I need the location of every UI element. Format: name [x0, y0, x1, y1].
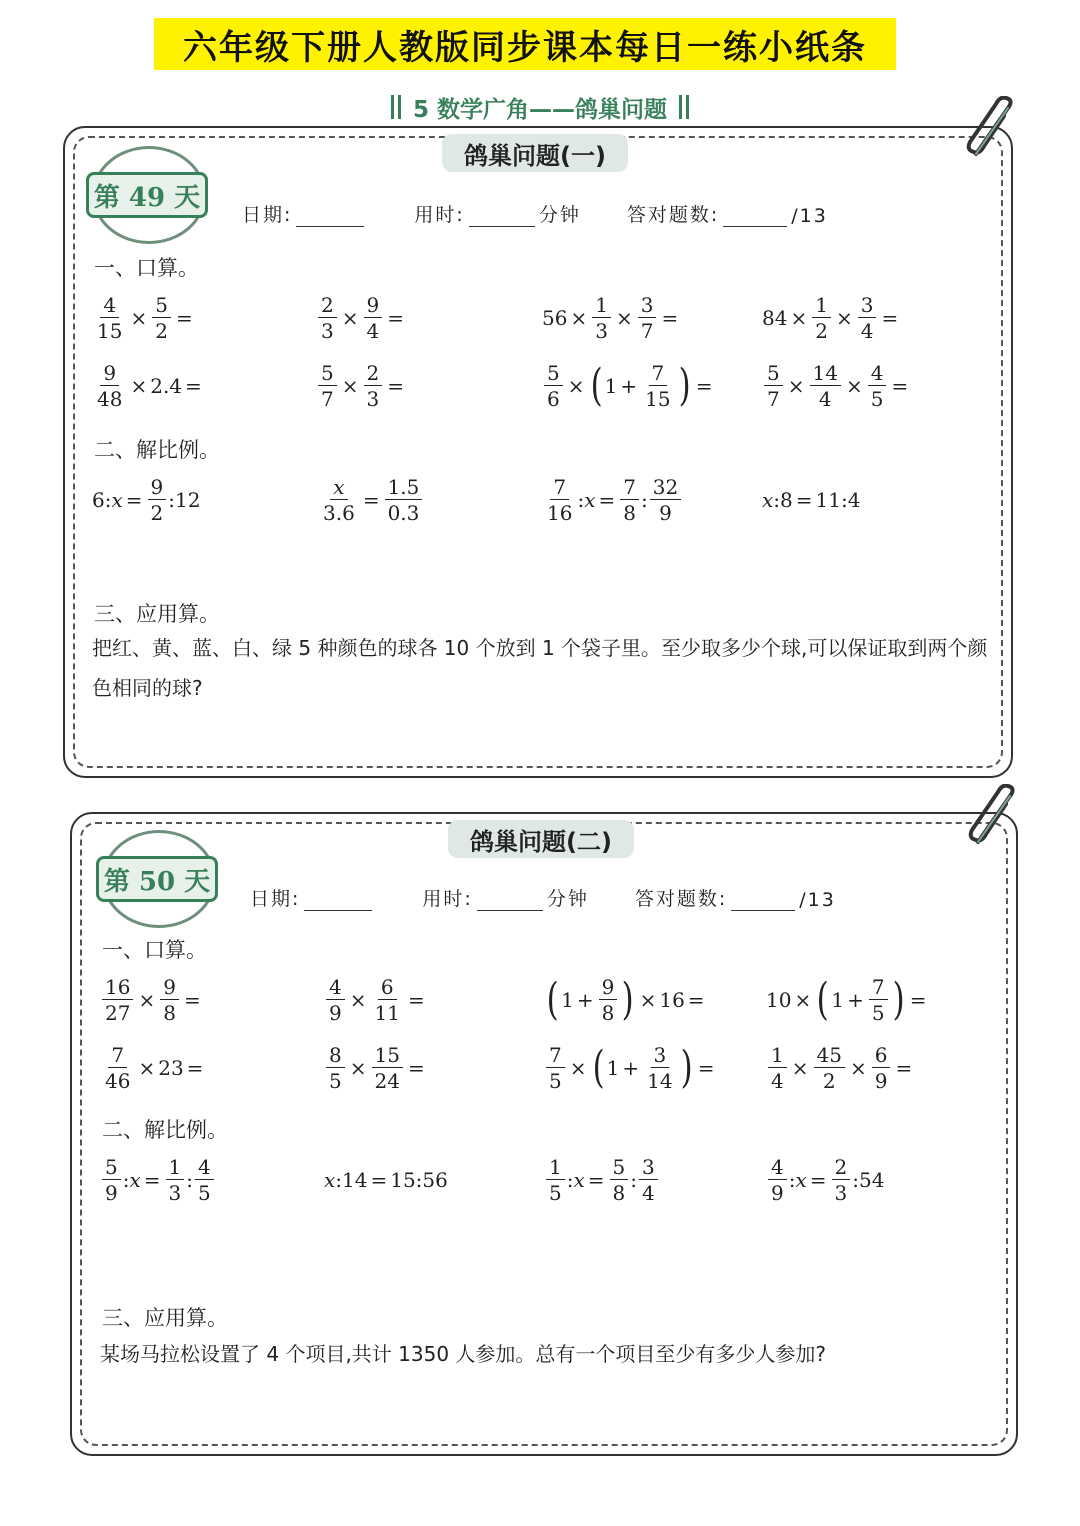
- fraction: $\frac{2}{3}$: [364, 363, 383, 409]
- math-expression: ( 1 + $\frac{9}{8}$ ) × 16 =: [546, 974, 705, 1025]
- fraction: $\frac{1}{2}$: [812, 295, 831, 341]
- fraction: $\frac{7}{46}$: [105, 1043, 131, 1093]
- fraction: $\frac{3}{7}$: [638, 295, 657, 341]
- date-field[interactable]: [250, 884, 376, 911]
- section-heading-mental: 一、口算。: [94, 256, 199, 280]
- fraction: $\frac{8}{5}$: [326, 1045, 345, 1091]
- fraction: $\frac{5}{8}$: [610, 1157, 629, 1203]
- math-expression: $\frac{1}{4}$ × $\frac{45}{2}$ × $\frac{6}{9}$ =: [766, 1038, 915, 1098]
- time-label: 用时:: [414, 204, 465, 226]
- time-unit: 分钟: [546, 888, 589, 910]
- score-total: /13: [791, 205, 828, 227]
- date-blank[interactable]: [296, 204, 364, 227]
- math-expression: $\frac{1}{5}$ : x = $\frac{5}{8}$ : $\frac{3}{4}$: [544, 1150, 660, 1210]
- fraction: $\frac{7}{5}$: [546, 1045, 565, 1091]
- math-expression: $\frac{4}{9}$ : x = $\frac{2}{3}$ : 54: [766, 1150, 884, 1210]
- fraction: $\frac{1.5}{0.3}$: [385, 477, 423, 523]
- fraction: $\frac{7}{15}$: [645, 361, 671, 411]
- fraction: $\frac{1}{4}$: [768, 1045, 787, 1091]
- fraction: $\frac{1}{3}$: [166, 1157, 185, 1203]
- score-label: 答对题数:: [634, 888, 728, 910]
- info-row: [242, 200, 874, 227]
- date-field[interactable]: [242, 200, 368, 227]
- math-expression: x :14 = 15:56: [324, 1168, 448, 1192]
- math-expression: $\frac{9}{48}$ × 2.4 =: [92, 356, 205, 416]
- fraction: $\frac{4}{9}$: [326, 977, 345, 1023]
- fraction: $\frac{9}{2}$: [148, 477, 167, 523]
- fraction: $\frac{4}{15}$: [97, 293, 123, 343]
- score-label: 答对题数:: [626, 204, 720, 226]
- date-label: 日期:: [250, 888, 301, 910]
- fraction: $\frac{9}{8}$: [599, 977, 618, 1023]
- day-badge: [86, 144, 210, 240]
- fraction: $\frac{9}{48}$: [97, 361, 123, 411]
- fraction: $\frac{32}{9}$: [650, 477, 681, 523]
- fraction: $\frac{4}{5}$: [868, 363, 887, 409]
- math-expression: $\frac{7}{5}$ × ( 1 + $\frac{3}{14}$ ) =: [544, 1038, 718, 1098]
- fraction: $\frac{x}{3.6}$: [323, 475, 355, 525]
- fraction: $\frac{1}{5}$: [546, 1157, 565, 1203]
- word-problem: 某场马拉松设置了 4 个项目,共计 1350 人参加。总有一个项目至少有多少人参加?: [100, 1342, 827, 1366]
- math-expression: $\frac{7}{16}$ : x = $\frac{7}{8}$ : $\frac{32}{9}$: [542, 470, 683, 530]
- divider-bar: [679, 95, 682, 119]
- info-row: [250, 884, 882, 911]
- math-expression: $\frac{5}{7}$ × $\frac{2}{3}$ =: [316, 356, 407, 416]
- math-expression: $\frac{7}{46}$ × 23 =: [100, 1038, 206, 1098]
- paperclip-icon: [964, 784, 1024, 848]
- section-heading-proportion: 二、解比例。: [94, 438, 220, 462]
- score-total: /13: [799, 889, 836, 911]
- fraction: $\frac{3}{14}$: [647, 1043, 673, 1093]
- math-expression: x :8 = 11:4: [762, 488, 861, 512]
- section-heading-mental: 一、口算。: [102, 938, 207, 962]
- section-heading-application: 三、应用算。: [102, 1306, 228, 1330]
- date-label: 日期:: [242, 204, 293, 226]
- fraction: $\frac{45}{2}$: [814, 1045, 845, 1091]
- score-field[interactable]: [635, 884, 836, 911]
- tab-title: 鸽巢问题(一): [442, 134, 628, 172]
- time-blank[interactable]: [469, 204, 535, 227]
- score-blank[interactable]: [723, 204, 787, 227]
- fraction: $\frac{7}{8}$: [620, 477, 639, 523]
- fraction: $\frac{3}{4}$: [858, 295, 877, 341]
- time-field[interactable]: [414, 200, 580, 227]
- fraction: $\frac{5}{6}$: [544, 363, 563, 409]
- fraction: $\frac{5}{2}$: [152, 295, 171, 341]
- math-expression: 6 : x = $\frac{9}{2}$ : 12: [92, 475, 201, 525]
- math-expression: 10 × ( 1 + $\frac{7}{5}$ ) =: [766, 974, 927, 1025]
- fraction: $\frac{2}{3}$: [318, 295, 337, 341]
- section-title-text: 5 数学广角——鸽巢问题: [412, 96, 667, 123]
- score-field[interactable]: [627, 200, 828, 227]
- section-title: [370, 90, 710, 124]
- page-banner-title: 六年级下册人教版同步课本每日一练小纸条: [154, 18, 896, 70]
- divider-bar: [391, 95, 394, 119]
- fraction: $\frac{6}{9}$: [872, 1045, 891, 1091]
- math-expression: $\frac{4}{15}$ × $\frac{5}{2}$ =: [92, 288, 196, 348]
- fraction: $\frac{16}{27}$: [102, 977, 133, 1023]
- fraction: $\frac{9}{4}$: [364, 295, 383, 341]
- word-problem: 把红、黄、蓝、白、绿 5 种颜色的球各 10 个放到 1 个袋子里。至少取多少个球,可以保证取到两个颜色相同的球?: [92, 636, 988, 700]
- divider-bar: [398, 95, 401, 119]
- math-expression: $\frac{2}{3}$ × $\frac{9}{4}$ =: [316, 288, 407, 348]
- math-expression: $\frac{4}{9}$ × $\frac{6}{11}$ =: [324, 970, 428, 1030]
- fraction: $\frac{7}{5}$: [869, 977, 888, 1023]
- math-expression: $\frac{5}{9}$ : x = $\frac{1}{3}$ : $\frac{4}{5}$: [100, 1150, 216, 1210]
- fraction: $\frac{2}{3}$: [832, 1157, 851, 1203]
- score-blank[interactable]: [731, 888, 795, 911]
- tab-title: 鸽巢问题(二): [448, 820, 634, 858]
- fraction: $\frac{7}{16}$: [547, 475, 573, 525]
- time-unit: 分钟: [538, 204, 581, 226]
- fraction: $\frac{1}{3}$: [592, 295, 611, 341]
- math-expression: $\frac{5}{6}$ × ( 1 + $\frac{7}{15}$ ) =: [542, 356, 716, 416]
- fraction: $\frac{4}{5}$: [195, 1157, 214, 1203]
- fraction: $\frac{6}{11}$: [374, 975, 400, 1025]
- paperclip-icon: [962, 96, 1022, 160]
- math-expression: $\frac{5}{7}$ × $\frac{14}{4}$ × $\frac{4}{5}$ =: [762, 356, 911, 416]
- divider-bar: [686, 95, 689, 119]
- math-expression: 56 × $\frac{1}{3}$ × $\frac{3}{7}$ =: [542, 293, 679, 343]
- math-expression: 84 × $\frac{1}{2}$ × $\frac{3}{4}$ =: [762, 293, 899, 343]
- day-label: 第 49 天: [86, 172, 208, 218]
- time-field[interactable]: [422, 884, 588, 911]
- math-expression: $\frac{8}{5}$ × $\frac{15}{24}$ =: [324, 1038, 428, 1098]
- day-badge: [96, 828, 220, 924]
- day-label: 第 50 天: [96, 856, 218, 902]
- fraction: $\frac{15}{24}$: [372, 1045, 403, 1091]
- fraction: $\frac{5}{7}$: [764, 363, 783, 409]
- fraction: $\frac{5}{7}$: [318, 363, 337, 409]
- math-expression: $\frac{16}{27}$ × $\frac{9}{8}$ =: [100, 970, 204, 1030]
- fraction: $\frac{3}{4}$: [639, 1157, 658, 1203]
- fraction: $\frac{9}{8}$: [160, 977, 179, 1023]
- section-heading-proportion: 二、解比例。: [102, 1118, 228, 1142]
- fraction: $\frac{4}{9}$: [768, 1157, 787, 1203]
- date-blank[interactable]: [304, 888, 372, 911]
- fraction: $\frac{14}{4}$: [810, 363, 841, 409]
- fraction: $\frac{5}{9}$: [102, 1157, 121, 1203]
- math-expression: $\frac{x}{3.6}$ = $\frac{1.5}{0.3}$: [318, 470, 424, 530]
- time-blank[interactable]: [477, 888, 543, 911]
- time-label: 用时:: [422, 888, 473, 910]
- section-heading-application: 三、应用算。: [94, 602, 220, 626]
